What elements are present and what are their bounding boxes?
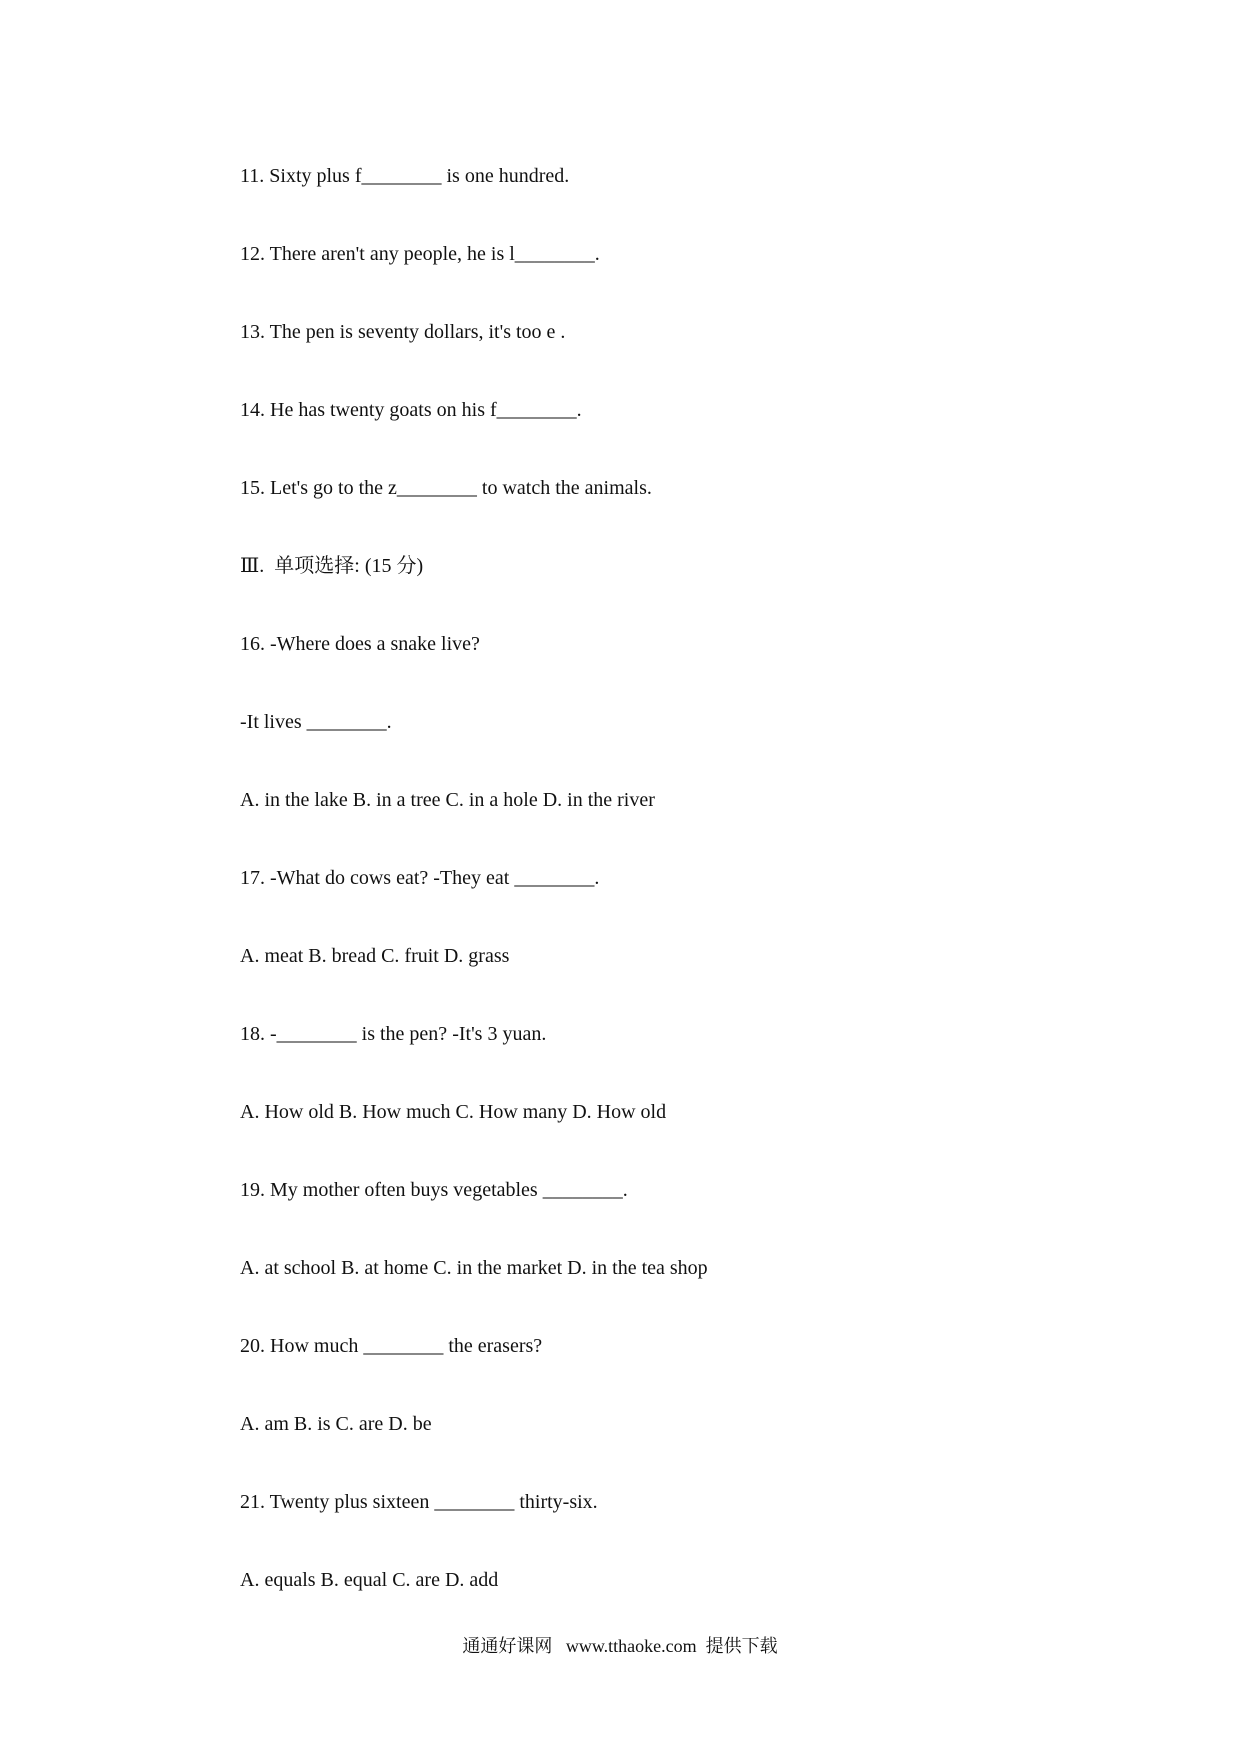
question-13: 13. The pen is seventy dollars, it's too e . [240,321,566,343]
question-19-options: A. at school B. at home C. in the market D. in the tea shop [240,1257,708,1279]
question-16-options: A. in the lake B. in a tree C. in a hole D. in the river [240,789,655,811]
question-17: 17. -What do cows eat? -They eat ________. [240,867,600,889]
section-heading: Ⅲ. 单项选择: (15 分) [240,555,424,577]
question-20: 20. How much ________ the erasers? [240,1335,543,1357]
question-20-options: A. am B. is C. are D. be [240,1413,432,1435]
question-11: 11. Sixty plus f________ is one hundred. [240,165,570,187]
question-14: 14. He has twenty goats on his f________. [240,399,582,421]
question-15: 15. Let's go to the z________ to watch the animals. [240,477,652,499]
question-18: 18. -________ is the pen? -It's 3 yuan. [240,1023,547,1045]
question-21: 21. Twenty plus sixteen ________ thirty-six. [240,1491,598,1513]
question-16-answer-prompt: -It lives ________. [240,711,392,733]
question-19: 19. My mother often buys vegetables ________. [240,1179,628,1201]
question-21-options: A. equals B. equal C. are D. add [240,1569,499,1591]
question-16: 16. -Where does a snake live? [240,633,480,655]
page-footer: 通通好课网 www.tthaoke.com 提供下载 [462,1636,778,1656]
question-18-options: A. How old B. How much C. How many D. How old [240,1101,667,1123]
question-12: 12. There aren't any people, he is l________. [240,243,600,265]
question-17-options: A. meat B. bread C. fruit D. grass [240,945,510,967]
